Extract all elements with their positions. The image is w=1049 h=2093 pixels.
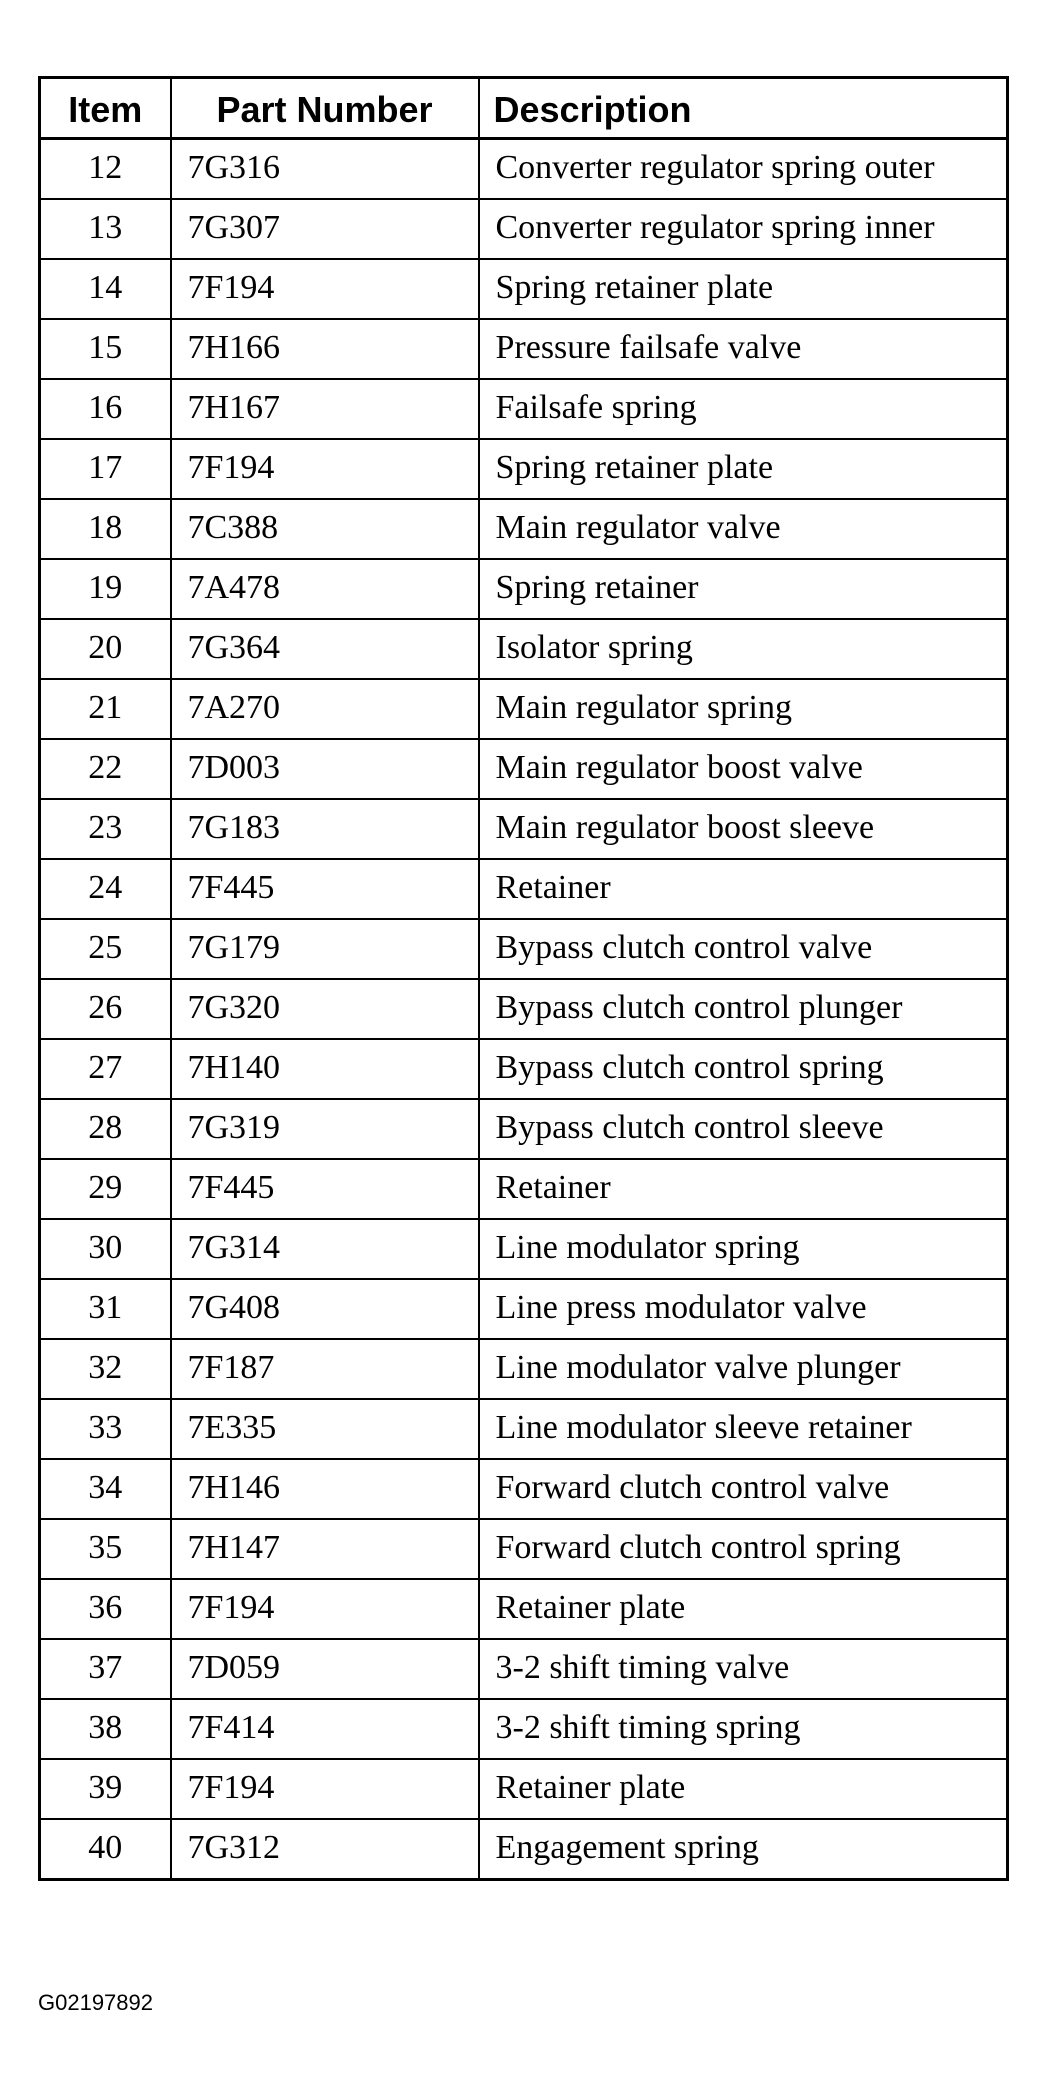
part-number-cell: 7E335 — [171, 1399, 479, 1459]
table-row — [40, 139, 1008, 200]
description-cell: Retainer plate — [479, 1759, 1008, 1819]
table-row — [40, 1759, 1008, 1819]
part-number-cell: 7H147 — [171, 1519, 479, 1579]
part-number-cell: 7D059 — [171, 1639, 479, 1699]
item-cell: 23 — [40, 799, 171, 859]
item-cell: 34 — [40, 1459, 171, 1519]
table-row — [40, 1159, 1008, 1219]
table-row — [40, 1579, 1008, 1639]
part-number-cell: 7F187 — [171, 1339, 479, 1399]
header-part-number: Part Number — [171, 78, 479, 139]
item-cell: 15 — [40, 319, 171, 379]
part-number-cell: 7G179 — [171, 919, 479, 979]
item-cell: 24 — [40, 859, 171, 919]
description-cell: Line modulator sleeve retainer — [479, 1399, 1008, 1459]
table-row — [40, 1459, 1008, 1519]
part-number-cell: 7H166 — [171, 319, 479, 379]
table-row — [40, 679, 1008, 739]
part-number-cell: 7G364 — [171, 619, 479, 679]
description-cell: Line modulator valve plunger — [479, 1339, 1008, 1399]
part-number-cell: 7C388 — [171, 499, 479, 559]
part-number-cell: 7A478 — [171, 559, 479, 619]
part-number-cell: 7G307 — [171, 199, 479, 259]
description-cell: Spring retainer plate — [479, 439, 1008, 499]
description-cell: Bypass clutch control spring — [479, 1039, 1008, 1099]
item-cell: 18 — [40, 499, 171, 559]
part-number-cell: 7H146 — [171, 1459, 479, 1519]
item-cell: 28 — [40, 1099, 171, 1159]
table-row — [40, 1519, 1008, 1579]
item-cell: 35 — [40, 1519, 171, 1579]
part-number-cell: 7G320 — [171, 979, 479, 1039]
description-cell: Retainer — [479, 859, 1008, 919]
description-cell: Converter regulator spring outer — [479, 139, 1008, 200]
description-cell: Converter regulator spring inner — [479, 199, 1008, 259]
table-row — [40, 1699, 1008, 1759]
description-cell: Failsafe spring — [479, 379, 1008, 439]
description-cell: Line modulator spring — [479, 1219, 1008, 1279]
description-cell: 3-2 shift timing spring — [479, 1699, 1008, 1759]
part-number-cell: 7F445 — [171, 1159, 479, 1219]
item-cell: 36 — [40, 1579, 171, 1639]
part-number-cell: 7G312 — [171, 1819, 479, 1880]
item-cell: 22 — [40, 739, 171, 799]
description-cell: Engagement spring — [479, 1819, 1008, 1880]
table-row — [40, 379, 1008, 439]
part-number-cell: 7H167 — [171, 379, 479, 439]
description-cell: Forward clutch control spring — [479, 1519, 1008, 1579]
item-cell: 25 — [40, 919, 171, 979]
item-cell: 16 — [40, 379, 171, 439]
item-cell: 31 — [40, 1279, 171, 1339]
part-number-cell: 7H140 — [171, 1039, 479, 1099]
header-description: Description — [479, 78, 1008, 139]
table-row — [40, 979, 1008, 1039]
item-cell: 14 — [40, 259, 171, 319]
description-cell: Forward clutch control valve — [479, 1459, 1008, 1519]
part-number-cell: 7G316 — [171, 139, 479, 200]
item-cell: 37 — [40, 1639, 171, 1699]
description-cell: Bypass clutch control sleeve — [479, 1099, 1008, 1159]
part-number-cell: 7F414 — [171, 1699, 479, 1759]
description-cell: Retainer plate — [479, 1579, 1008, 1639]
figure-id: G02197892 — [38, 1990, 153, 2015]
part-number-cell: 7F194 — [171, 439, 479, 499]
item-cell: 19 — [40, 559, 171, 619]
description-cell: Main regulator spring — [479, 679, 1008, 739]
table-row — [40, 739, 1008, 799]
table-row — [40, 1339, 1008, 1399]
part-number-cell: 7F194 — [171, 1579, 479, 1639]
item-cell: 12 — [40, 139, 171, 200]
table-row — [40, 1039, 1008, 1099]
header-row — [40, 78, 1008, 139]
parts-table — [38, 76, 1009, 1881]
table-header — [40, 78, 1008, 139]
item-cell: 33 — [40, 1399, 171, 1459]
part-number-cell: 7G314 — [171, 1219, 479, 1279]
description-cell: Line press modulator valve — [479, 1279, 1008, 1339]
item-cell: 21 — [40, 679, 171, 739]
table-row — [40, 199, 1008, 259]
description-cell: Bypass clutch control plunger — [479, 979, 1008, 1039]
table-row — [40, 619, 1008, 679]
description-cell: Bypass clutch control valve — [479, 919, 1008, 979]
header-item: Item — [40, 78, 171, 139]
item-cell: 13 — [40, 199, 171, 259]
table-row — [40, 799, 1008, 859]
description-cell: Retainer — [479, 1159, 1008, 1219]
description-cell: Isolator spring — [479, 619, 1008, 679]
description-cell: Main regulator valve — [479, 499, 1008, 559]
item-cell: 17 — [40, 439, 171, 499]
description-cell: Pressure failsafe valve — [479, 319, 1008, 379]
item-cell: 20 — [40, 619, 171, 679]
item-cell: 29 — [40, 1159, 171, 1219]
table-row — [40, 1399, 1008, 1459]
table-row — [40, 439, 1008, 499]
item-cell: 26 — [40, 979, 171, 1039]
table-row — [40, 319, 1008, 379]
item-cell: 40 — [40, 1819, 171, 1880]
description-cell: Spring retainer plate — [479, 259, 1008, 319]
description-cell: 3-2 shift timing valve — [479, 1639, 1008, 1699]
table-row — [40, 499, 1008, 559]
part-number-cell: 7F445 — [171, 859, 479, 919]
table-row — [40, 1099, 1008, 1159]
table-row — [40, 1279, 1008, 1339]
item-cell: 38 — [40, 1699, 171, 1759]
part-number-cell: 7G408 — [171, 1279, 479, 1339]
table-row — [40, 1639, 1008, 1699]
description-cell: Main regulator boost valve — [479, 739, 1008, 799]
item-cell: 32 — [40, 1339, 171, 1399]
table-row — [40, 919, 1008, 979]
table-row — [40, 1819, 1008, 1880]
part-number-cell: 7D003 — [171, 739, 479, 799]
description-cell: Main regulator boost sleeve — [479, 799, 1008, 859]
item-cell: 39 — [40, 1759, 171, 1819]
table-body — [40, 139, 1008, 1880]
item-cell: 27 — [40, 1039, 171, 1099]
table-row — [40, 259, 1008, 319]
part-number-cell: 7F194 — [171, 259, 479, 319]
part-number-cell: 7F194 — [171, 1759, 479, 1819]
item-cell: 30 — [40, 1219, 171, 1279]
part-number-cell: 7G183 — [171, 799, 479, 859]
table-row — [40, 559, 1008, 619]
description-cell: Spring retainer — [479, 559, 1008, 619]
table-row — [40, 859, 1008, 919]
part-number-cell: 7A270 — [171, 679, 479, 739]
table-row — [40, 1219, 1008, 1279]
part-number-cell: 7G319 — [171, 1099, 479, 1159]
